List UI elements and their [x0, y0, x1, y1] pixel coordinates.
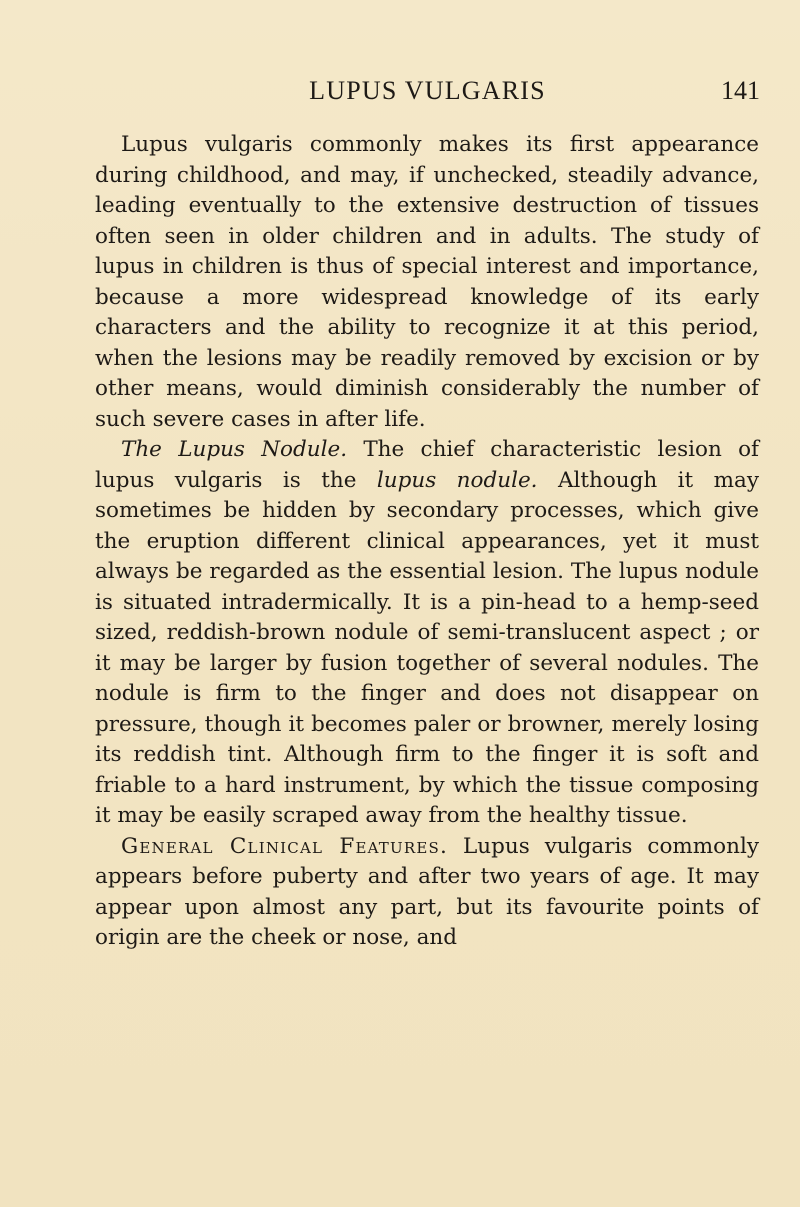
paragraph-clinical-features: [95, 832, 759, 954]
running-head: [95, 76, 760, 108]
paragraph-lupus-nodule-text-b: Although it may sometimes be hidden by secondary processes, which give the eruption different clinical appearances, yet it must always be regarded as the essential lesion. The lupus nodule is situated intradermically. It is a pin-head to a hemp-seed sized, reddish-brown nodule of semi-translucent aspect ; or it may be larger by fusion together of several nodules. The nodule is firm to the finger and does not disappear on pressure, though it becomes paler or browner, merely losing its reddish tint. Although firm to the finger it is soft and friable to a hard instrument, by which the tissue composing it may be easily scraped away from the healthy tissue.: [95, 467, 759, 828]
section-heading-clinical-features: General Clinical Features.: [121, 833, 449, 859]
paragraph-clinical-features-text: Lupus vulgaris commonly appears before puberty and after two years of age. It may appear upon almost any part, but its favourite points of origin are the cheek or nose, and: [95, 833, 759, 950]
paragraph-lupus-nodule: [95, 435, 759, 832]
section-heading-lupus-nodule: The Lupus Nodule.: [121, 437, 348, 462]
body-text: [95, 130, 759, 954]
chapter-title: LUPUS VULGARIS: [309, 76, 546, 105]
page-number: 141: [721, 76, 760, 105]
paragraph-intro: Lupus vulgaris commonly makes its first appearance during childhood, and may, if unchecked, steadily advance, leading eventually to the extensive destruction of tissues often seen in older children and in adults. The study of lupus in children is thus of special interest and importance, because a more widespread knowledge of its early characters and the ability to recognize it at this period, when the lesions may be readily removed by excision or by other means, would diminish considerably the number of such severe cases in after life.: [95, 132, 759, 432]
paragraph-lupus-nodule-text-a: The chief characteristic lesion of lupus vulgaris is the: [95, 437, 759, 493]
term-lupus-nodule: lupus nodule.: [376, 467, 538, 493]
